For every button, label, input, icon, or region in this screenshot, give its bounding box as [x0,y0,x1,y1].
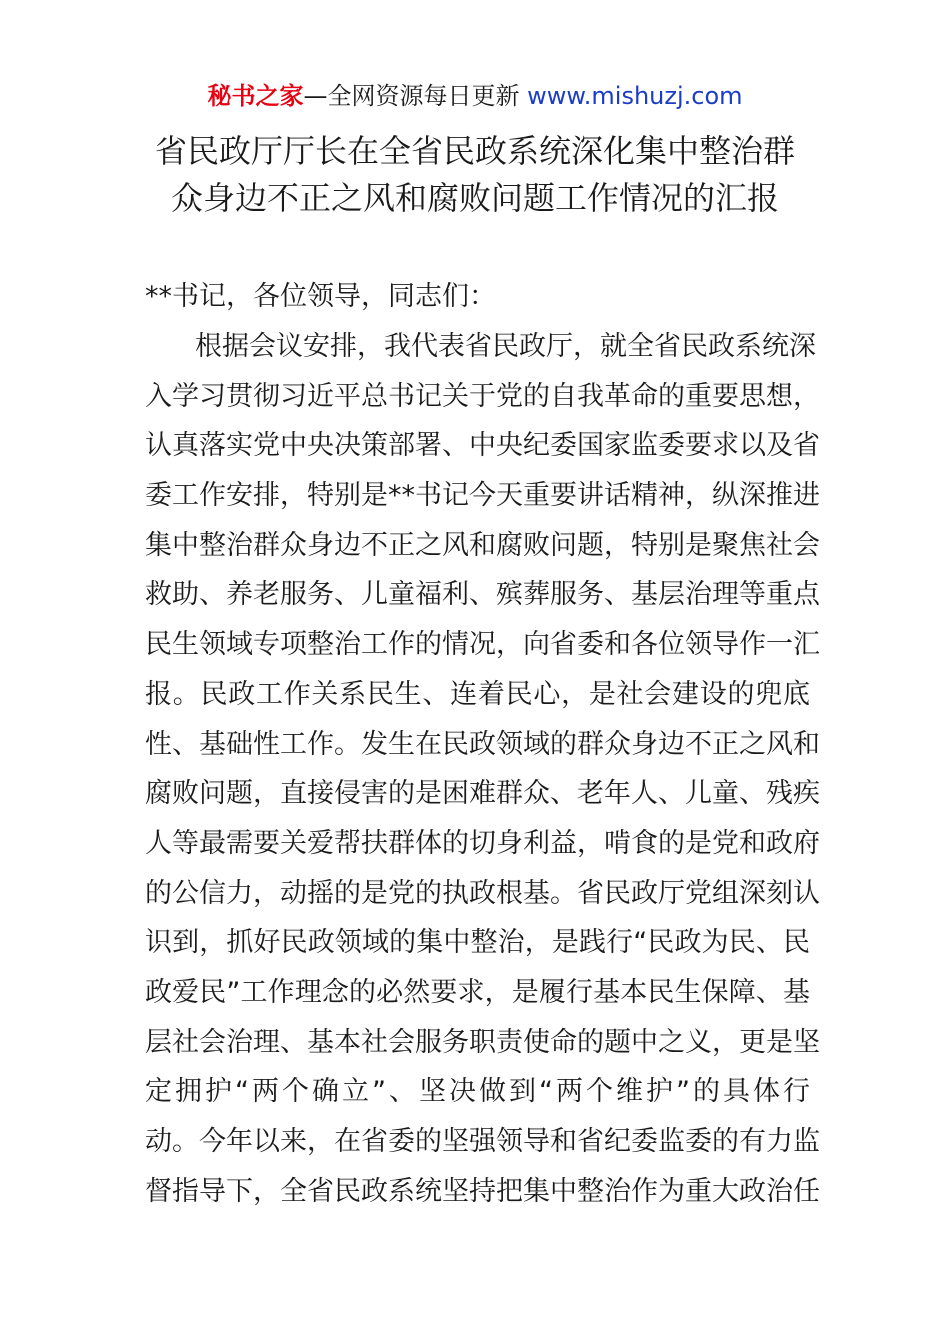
body-line: 动。今年以来，在省委的坚强领导和省纪委监委的有力监 [145,1126,820,1157]
body-line: 救助、养老服务、儿童福利、殡葬服务、基层治理等重点 [145,579,820,611]
body-line: 民生领域专项整治工作的情况，向省委和各位领导作一汇 [145,629,820,661]
body-line: 集中整治群众身边不正之风和腐败问题，特别是聚焦社会 [145,529,820,561]
salutation: **书记，各位领导，同志们： [145,281,496,312]
banner-tagline: —全网资源每日更新 [303,82,520,110]
body-line: 腐败问题，直接侵害的是困难群众、老年人、儿童、残疾 [145,778,820,810]
body-line: 根据会议安排，我代表省民政厅，就全省民政系统深 [195,331,816,362]
body-line: 政爱民”工作理念的必然要求，是履行基本民生保障、基 [145,976,810,1008]
banner-url-link[interactable]: www.mishuzj.com [527,82,743,110]
body-line: 认真落实党中央决策部署、中央纪委国家监委要求以及省 [145,430,820,462]
body-line: 识到，抓好民政领域的集中整治，是践行“民政为民、民 [145,927,810,959]
body-line: 层社会治理、基本社会服务职责使命的题中之义，更是坚 [145,1026,820,1058]
body-paragraph [145,327,820,1221]
body-line: 委工作安排，特别是**书记今天重要讲话精神，纵深推进 [145,480,820,512]
body-line: 入学习贯彻习近平总书记关于党的自我革命的重要思想， [145,380,820,412]
body-line: 人等最需要关爱帮扶群体的切身利益，啃食的是党和政府 [145,827,820,859]
body-line: 的公信力，动摇的是党的执政根基。省民政厅党组深刻认 [145,877,820,909]
body-line: 定拥护“两个确立”、坚决做到“两个维护”的具体行 [145,1076,810,1108]
title-line-2: 众身边不正之风和腐败问题工作情况的汇报 [170,179,779,217]
body-line: 性、基础性工作。发生在民政领域的群众身边不正之风和 [145,728,820,760]
body-line: 报。民政工作关系民生、连着民心，是社会建设的兜底 [145,678,810,710]
document-title [60,128,890,222]
brand-name: 秘书之家 [207,82,304,110]
site-banner [0,80,950,112]
body-line: 督指导下，全省民政系统坚持把集中整治作为重大政治任 [145,1175,820,1207]
title-line-1: 省民政厅厅长在全省民政系统深化集中整治群 [154,132,795,170]
